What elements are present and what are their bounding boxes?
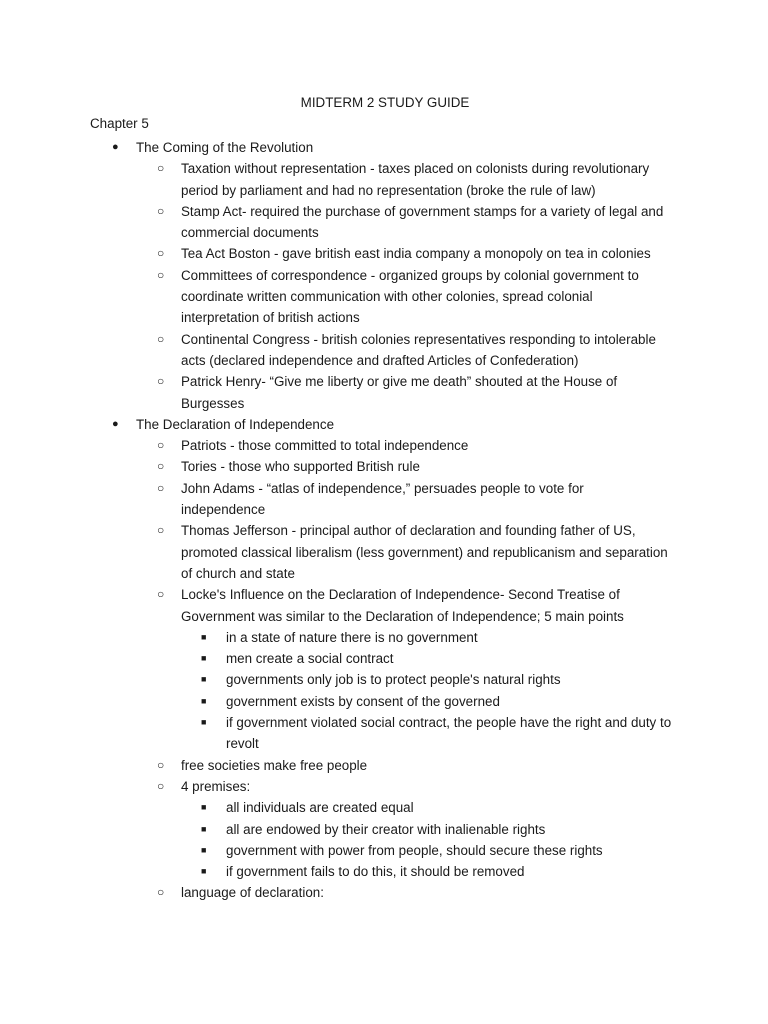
hollow-circle-bullet-icon: ○ [157, 438, 165, 453]
filled-circle-bullet-icon: ● [112, 141, 119, 153]
hollow-circle-bullet-icon: ○ [157, 203, 165, 218]
list-item-text: Taxation without representation - taxes placed on colonists during revolutionary period by parliament and had no representation (broke the rule of law) [181, 161, 650, 198]
hollow-circle-bullet-icon: ○ [157, 757, 165, 772]
hollow-circle-bullet-icon: ○ [157, 885, 165, 900]
sub-list-item [0, 797, 681, 818]
list-item-text: Patrick Henry- “Give me liberty or give me death” shouted at the House of Burgesses [181, 374, 618, 411]
square-bullet-icon: ■ [201, 717, 207, 728]
sub-list-item [0, 627, 681, 648]
sub-list-item-text: all individuals are created equal [226, 800, 414, 816]
section-heading-text: The Coming of the Revolution [136, 140, 314, 155]
list-item-text: Committees of correspondence - organized groups by colonial government to coordinate written communication with other colonies, spread colonial interpretation of british actions [181, 267, 639, 326]
list-item-text: Patriots - those committed to total independence [181, 438, 469, 454]
list-item-text: Locke's Influence on the Declaration of Independence- Second Treatise of Government was similar to the Declaration of Independence; 5 main points [181, 587, 624, 624]
hollow-circle-bullet-icon: ○ [157, 161, 165, 176]
sub-list-item-text: men create a social contract [226, 651, 394, 667]
sub-list-item [0, 648, 681, 669]
filled-circle-bullet-icon: ● [112, 417, 119, 430]
list-item [0, 776, 671, 797]
list-item [0, 520, 671, 584]
hollow-circle-bullet-icon: ○ [157, 459, 165, 474]
hollow-circle-bullet-icon: ○ [157, 778, 165, 793]
list-item-text: free societies make free people [181, 757, 368, 773]
square-bullet-icon: ■ [201, 866, 207, 877]
sub-list-item [0, 819, 681, 840]
hollow-circle-bullet-icon: ○ [157, 480, 165, 495]
square-bullet-icon: ■ [201, 802, 207, 813]
hollow-circle-bullet-icon: ○ [157, 523, 165, 538]
hollow-circle-bullet-icon: ○ [157, 267, 165, 282]
sub-list-item [0, 712, 681, 755]
sub-list-item-text: in a state of nature there is no government [226, 629, 478, 645]
outline [0, 137, 768, 904]
hollow-circle-bullet-icon: ○ [157, 374, 165, 389]
hollow-circle-bullet-icon: ○ [157, 587, 165, 602]
list-item [0, 755, 671, 776]
sub-list-item-text: governments only job is to protect people's natural rights [226, 672, 561, 688]
sub-list-item [0, 840, 681, 861]
list-item [0, 329, 671, 372]
hollow-circle-bullet-icon: ○ [157, 246, 165, 261]
sub-list-item [0, 669, 681, 690]
sub-list-item-text: government exists by consent of the governed [226, 693, 500, 709]
list-item [0, 243, 671, 264]
section-heading [0, 137, 768, 158]
list-item [0, 265, 671, 329]
list-item-text: 4 premises: [181, 778, 251, 794]
list-item-text: language of declaration: [181, 885, 324, 901]
list-item [0, 882, 671, 903]
list-item [0, 371, 671, 414]
sub-list-item-text: all are endowed by their creator with inalienable rights [226, 821, 546, 837]
list-item-text: John Adams - “atlas of independence,” persuades people to vote for independence [181, 480, 584, 518]
list-item [0, 456, 671, 477]
square-bullet-icon: ■ [201, 674, 207, 685]
sub-list-item [0, 691, 681, 712]
sub-list-item-text: if government fails to do this, it should be removed [226, 864, 525, 880]
list-item [0, 584, 671, 627]
list-item [0, 478, 671, 521]
list-item-text: Tories - those who supported British rule [181, 459, 420, 475]
list-item [0, 201, 671, 244]
sub-list-item-text: if government violated social contract, the people have the right and duty to revolt [226, 715, 672, 752]
list-item [0, 158, 671, 201]
square-bullet-icon: ■ [201, 695, 207, 706]
square-bullet-icon: ■ [201, 631, 207, 642]
list-item-text: Stamp Act- required the purchase of government stamps for a variety of legal and commercial documents [181, 203, 664, 241]
document-title: MIDTERM 2 STUDY GUIDE [300, 95, 470, 110]
sub-list-item-text: government with power from people, should secure these rights [226, 842, 603, 858]
hollow-circle-bullet-icon: ○ [157, 331, 165, 346]
square-bullet-icon: ■ [201, 823, 207, 834]
list-item [0, 435, 671, 456]
section-heading-text: The Declaration of Independence [136, 416, 335, 432]
section-heading [0, 414, 768, 435]
list-item-text: Continental Congress - british colonies representatives responding to intolerable acts (declared independence and drafted Articles of Confederation) [181, 331, 656, 368]
sub-list-item [0, 861, 681, 882]
list-item-text: Tea Act Boston - gave british east india company a monopoly on tea in colonies [181, 246, 651, 262]
chapter-heading: Chapter 5 [90, 116, 149, 131]
square-bullet-icon: ■ [201, 844, 207, 855]
list-item-text: Thomas Jefferson - principal author of declaration and founding father of US, promoted classical liberalism (less government) and republicanism and separation of church and state [181, 523, 668, 581]
square-bullet-icon: ■ [201, 653, 207, 664]
